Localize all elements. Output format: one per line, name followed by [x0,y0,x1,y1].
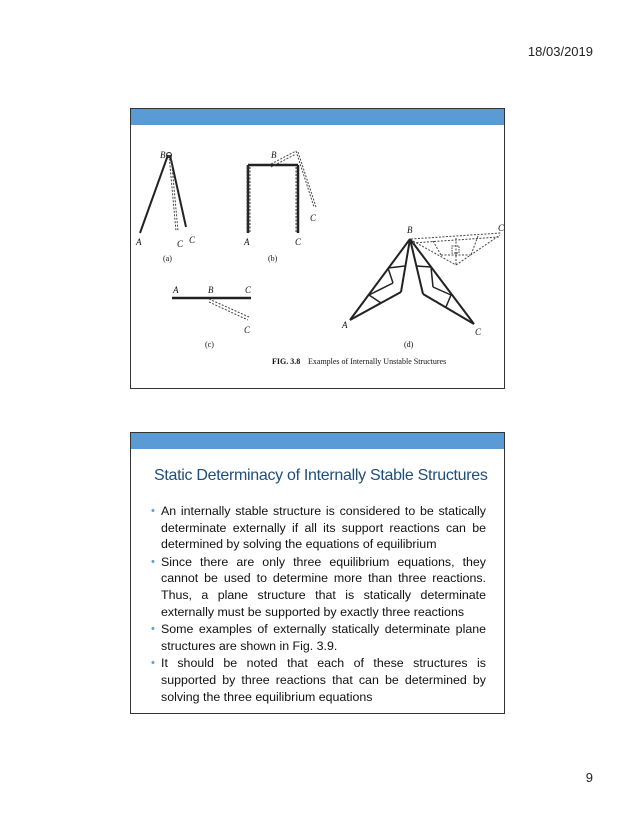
label-d-A: A [342,320,348,330]
panel-b [243,150,317,263]
bullet-dot-icon: • [151,657,155,670]
panel-a-label: (a) [163,254,172,263]
bullet-item [151,554,486,620]
label-b-C1: C [295,237,302,247]
slide-text [130,432,505,714]
bullet-item [151,655,486,705]
panel-b-label: (b) [268,254,278,263]
bullet-dot-icon: • [151,555,155,568]
bullet-text: An internally stable structure is considered to be statically determinate externally if all its support reactions can be determined by solving the equations of equilibrium [161,504,486,552]
panel-c [172,285,252,349]
figure-caption-number: FIG. 3.8 [272,357,301,366]
date-header: 18/03/2019 [527,44,593,59]
bullet-dot-icon: • [151,505,155,517]
bullet-list [151,503,486,705]
label-a-A: A [136,237,142,247]
slide-title: Static Determinacy of Internally Stable Structures [154,467,488,484]
label-b-A: A [244,237,250,247]
label-a-C2: C [189,235,196,245]
panel-c-label: (c) [205,340,214,349]
label-b-B: B [271,150,277,160]
panel-a [135,150,196,263]
label-c-B: B [208,285,214,295]
label-b-C2: C [310,213,317,223]
bullet-item [151,503,486,553]
page-number: 9 [585,770,593,785]
bullet-dot-icon: • [151,623,155,636]
label-c-A: A [173,285,179,295]
slide-title-bar [131,433,504,449]
figure-caption-text: Examples of Internally Unstable Structures [308,357,447,366]
label-d-C2: C [475,327,482,337]
bullet-text: Some examples of externally statically determinate plane structures are shown in Fig. 3.9. [161,622,486,653]
label-c-C1: C [245,285,252,295]
label-a-B: B [160,150,166,160]
slide-figure [130,108,505,389]
panel-d [341,223,504,349]
panel-d-label: (d) [404,340,414,349]
bullet-text: Since there are only three equilibrium equations, they cannot be used to determine more than three reactions. Thus, a plane structure that is statically determinate externally must be supported by exactly three reactions [161,554,486,619]
figure-unstable-structures [131,125,504,388]
label-c-C2: C [244,325,251,335]
bullet-text: It should be noted that each of these structures is supported by three reactions that can be determined by solving the three equilibrium equations [161,656,486,704]
label-a-C1: C [177,239,184,249]
slide-title-bar [131,109,504,125]
label-d-C1: C [498,223,504,233]
label-d-B: B [407,225,413,235]
bullet-item [151,621,486,654]
